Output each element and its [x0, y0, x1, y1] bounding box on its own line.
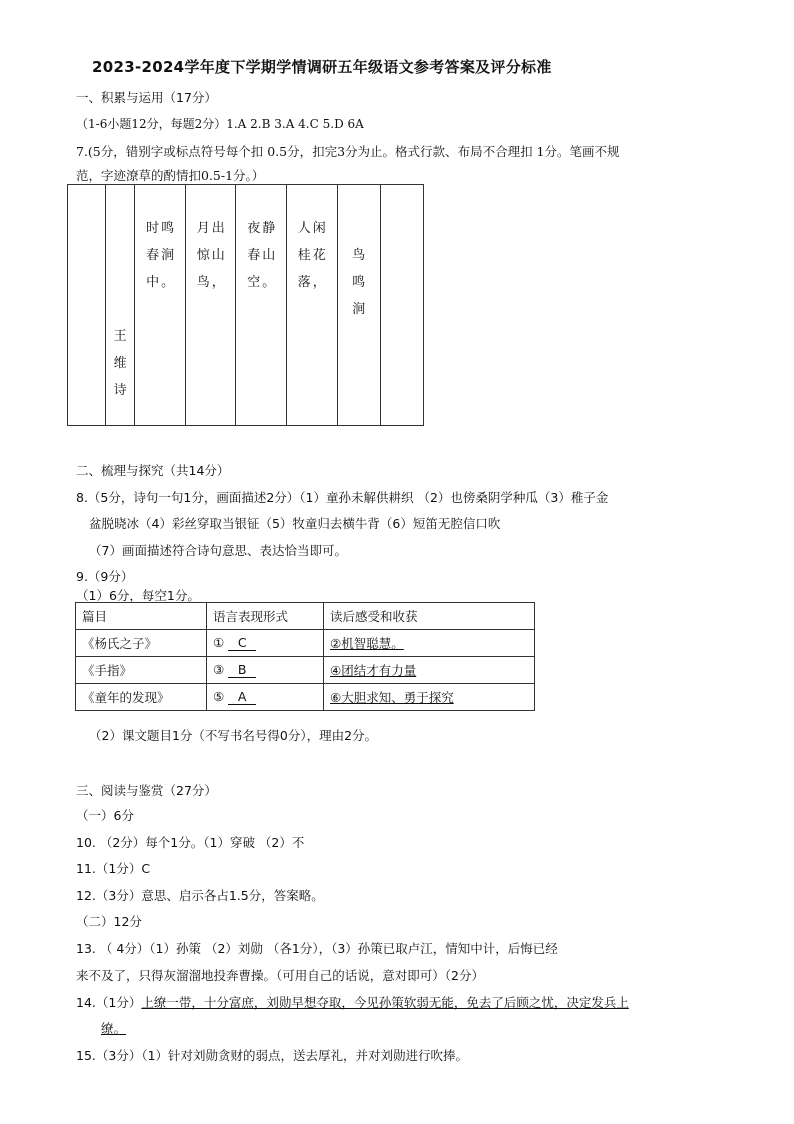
answer-blank: A [228, 689, 256, 705]
part-1-heading: （一）6分 [76, 808, 134, 823]
q13-line2: 来不及了，只得灰溜溜地投奔曹操。（可用自己的话说，意对即可）（2分） [76, 968, 484, 983]
poem-grid [67, 184, 424, 426]
poem-author-char: 王 [113, 329, 127, 344]
section-2-heading: 二、梳理与探究（共14分） [76, 463, 230, 478]
q12: 12.（3分）意思、启示各占1.5分，答案略。 [76, 888, 324, 903]
table-row: 《杨氏之子》 ① C ②机智聪慧。 [76, 630, 535, 657]
section-3-heading: 三、阅读与鉴赏（27分） [76, 783, 217, 798]
page-title: 2023-2024学年度下学期学情调研五年级语文参考答案及评分标准 [92, 58, 552, 76]
q8-line1: 8.（5分，诗句一句1分，画面描述2分）（1）童孙未解供耕织 （2）也傍桑阴学种瓜（3）稚子金 [76, 490, 609, 505]
q1-6-answers: （1-6小题12分，每题2分）1.A 2.B 3.A 4.C 5.D 6A [76, 117, 364, 131]
q10: 10. （2分）每个1分。（1）穿破 （2）不 [76, 835, 305, 850]
poem-author-char: 维 [113, 356, 127, 371]
q15: 15.（3分）（1）针对刘勋贪财的弱点，送去厚礼，并对刘勋进行吹捧。 [76, 1048, 469, 1063]
q14-answer: 上缭一带，十分富庶，刘勋早想夺取，今见孙策软弱无能，免去了后顾之忧，决定发兵上 [141, 995, 629, 1010]
section-1-heading: 一、积累与运用（17分） [76, 90, 217, 105]
table-header: 篇目 [76, 603, 207, 630]
reading-table [75, 602, 535, 711]
table-row: 《手指》 ③ B ④团结才有力量 [76, 657, 535, 684]
answer-blank: B [228, 662, 256, 678]
poem-author-col [105, 185, 134, 426]
q7-instructions-line1: 7.(5分，错别字或标点符号每个扣 0.5分，扣完3分为止。格式行款、布局不合理扣 1分。笔画不规 [76, 144, 620, 159]
q14-prefix: 14.（1分） [76, 995, 142, 1010]
q8-line3: （7）画面描述符合诗句意思、表达恰当即可。 [89, 543, 347, 558]
q14-line2: 缭。 [101, 1021, 127, 1036]
poem-line-col: 人 桂 落 闲 花 ， [287, 185, 338, 426]
poem-blank-col [380, 185, 423, 426]
answer-blank: C [228, 635, 256, 651]
q9-sub2: （2）课文题目1分（不写书名号得0分），理由2分。 [89, 728, 378, 743]
q8-line2: 盆脱晓冰（4）彩丝穿取当银钲（5）牧童归去横牛背（6）短笛无腔信口吹 [89, 516, 501, 531]
table-row: 《童年的发现》 ⑤ A ⑥大胆求知、勇于探究 [76, 684, 535, 711]
q14-line1 [76, 993, 629, 1011]
q11: 11.（1分）C [76, 861, 151, 876]
q7-instructions-line2: 范，字迹潦草的酌情扣0.5-1分。） [76, 168, 265, 183]
poem-author-char: 诗 [113, 383, 127, 398]
poem-line-col: 夜 春 空 静 山 。 [236, 185, 287, 426]
q9-sub1: （1）6分，每空1分。 [76, 588, 200, 603]
poem-line-col: 月 惊 鸟 出 山 ， [185, 185, 236, 426]
poem-line-col: 时 春 中 鸣 涧 。 [135, 185, 186, 426]
poem-title-col: 鸟 鸣 涧 [337, 185, 380, 426]
q9-heading: 9.（9分） [76, 569, 134, 584]
poem-margin-col [68, 185, 106, 426]
q13-line1: 13. （ 4分）（1）孙策 （2）刘勋 （各1分），（3）孙策已取卢江，情知中计，后悔已经 [76, 941, 558, 956]
table-header: 读后感受和收获 [324, 603, 535, 630]
part-2-heading: （二）12分 [76, 914, 142, 929]
table-header: 语言表现形式 [207, 603, 324, 630]
